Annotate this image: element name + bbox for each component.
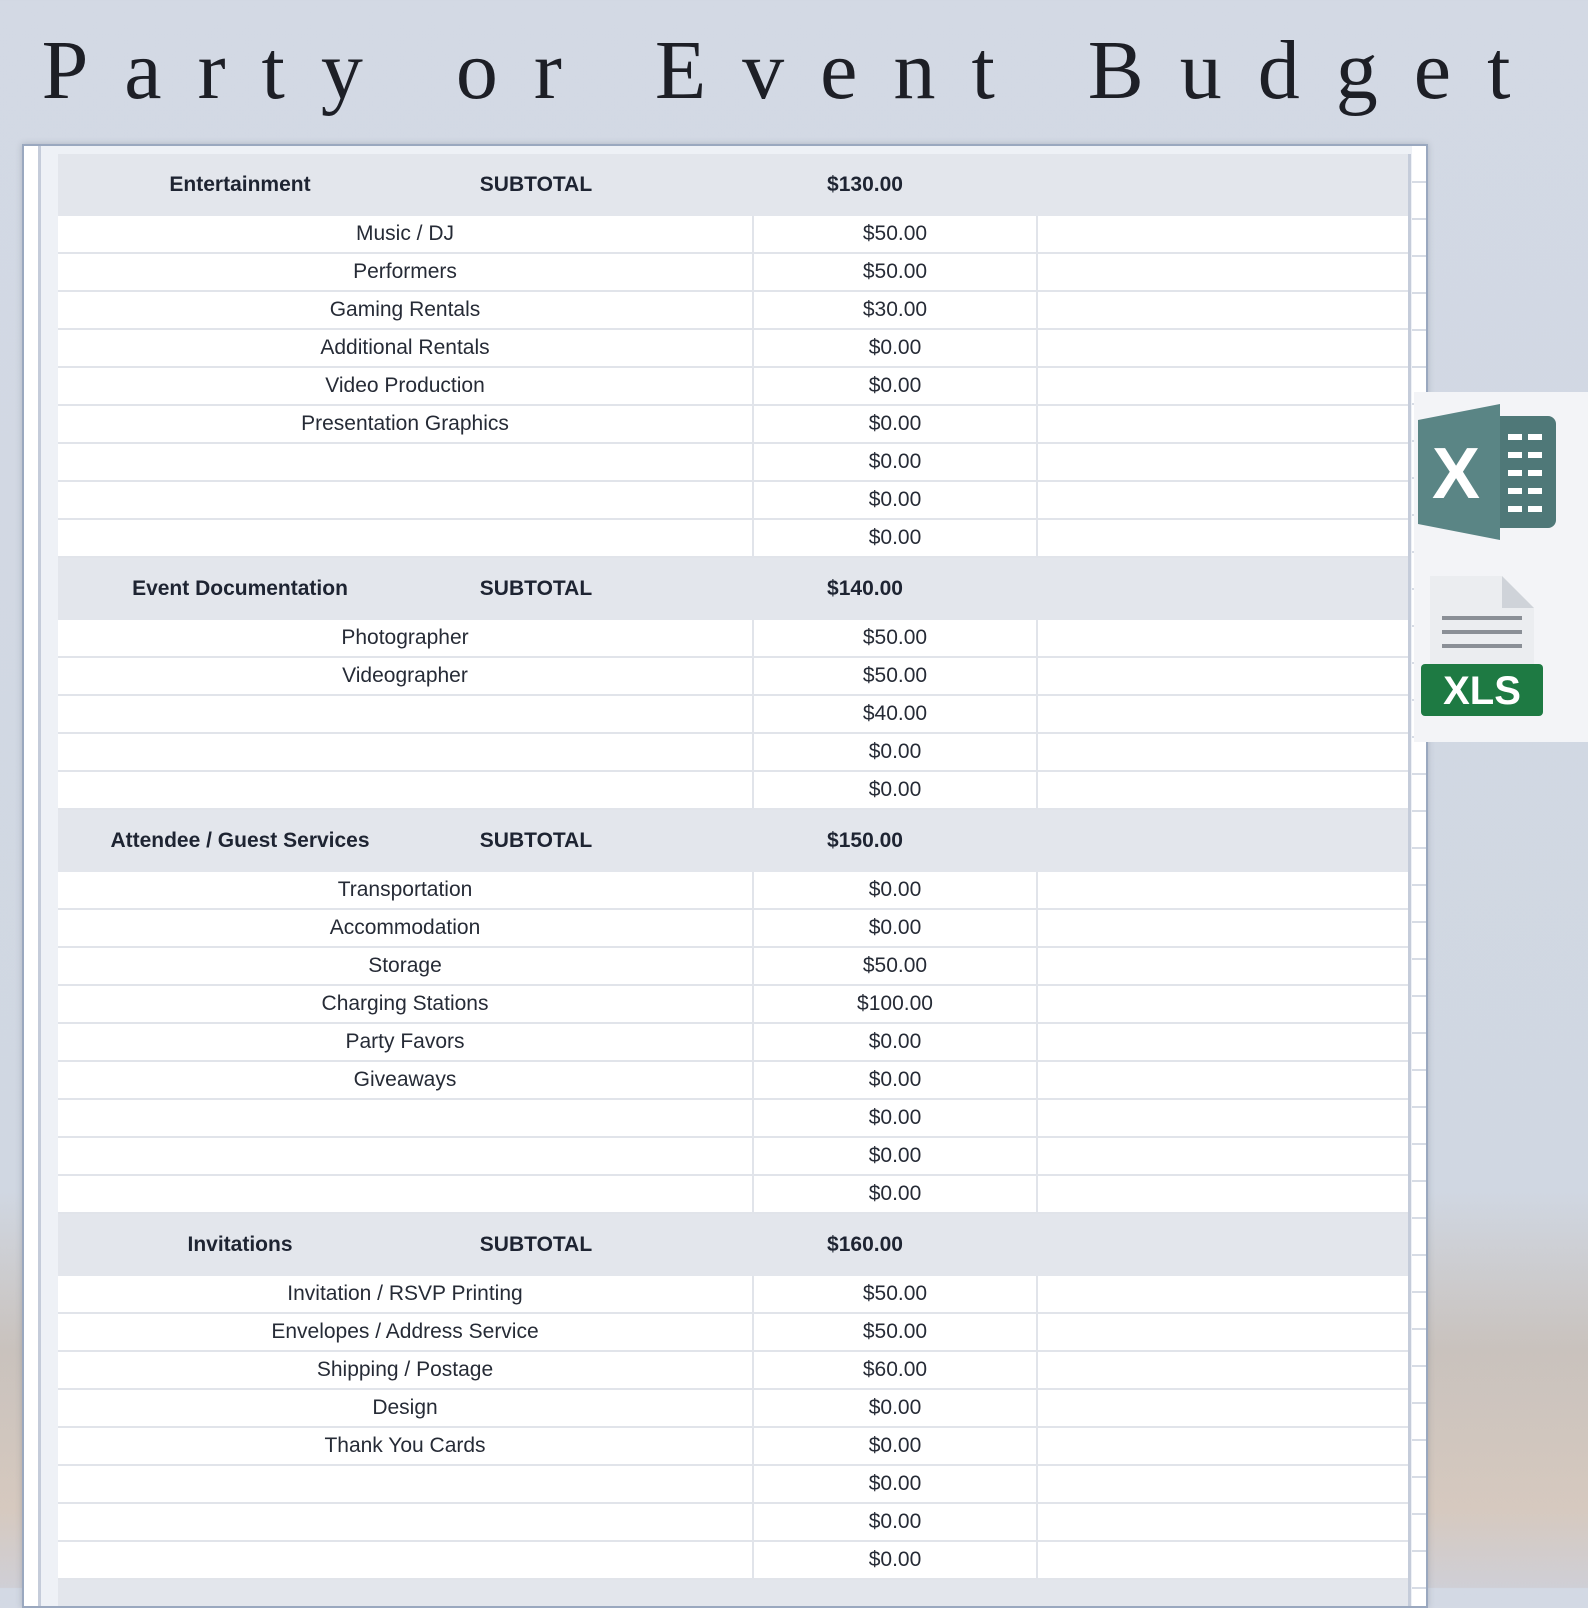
item-cell[interactable]: Giveaways xyxy=(58,1062,754,1098)
amount-cell[interactable]: $50.00 xyxy=(754,658,1038,694)
table-row xyxy=(58,520,1408,558)
section-name: Entertainment xyxy=(169,173,311,196)
item-cell[interactable] xyxy=(58,696,754,732)
item-cell[interactable] xyxy=(58,1504,754,1540)
notes-cell[interactable] xyxy=(1038,1024,1408,1060)
notes-cell[interactable] xyxy=(1038,1542,1408,1578)
item-cell[interactable]: Additional Rentals xyxy=(58,330,754,366)
section-name: Event Documentation xyxy=(132,577,348,600)
notes-cell[interactable] xyxy=(1038,620,1408,656)
item-cell[interactable]: Videographer xyxy=(58,658,754,694)
item-cell[interactable] xyxy=(58,1100,754,1136)
amount-cell[interactable]: $0.00 xyxy=(754,1176,1038,1212)
notes-cell[interactable] xyxy=(1038,1390,1408,1426)
section-name: Attendee / Guest Services xyxy=(110,829,370,852)
notes-cell[interactable] xyxy=(1038,1352,1408,1388)
notes-cell[interactable] xyxy=(1038,986,1408,1022)
notes-cell[interactable] xyxy=(1038,444,1408,480)
amount-cell[interactable]: $0.00 xyxy=(754,482,1038,518)
table-row xyxy=(58,696,1408,734)
item-cell[interactable]: Shipping / Postage xyxy=(58,1352,754,1388)
table-row xyxy=(58,1138,1408,1176)
table-row xyxy=(58,482,1408,520)
amount-cell[interactable]: $50.00 xyxy=(754,948,1038,984)
item-cell[interactable] xyxy=(58,520,754,556)
amount-cell[interactable]: $0.00 xyxy=(754,1504,1038,1540)
amount-cell[interactable]: $50.00 xyxy=(754,1276,1038,1312)
notes-cell[interactable] xyxy=(1038,1466,1408,1502)
amount-cell[interactable]: $0.00 xyxy=(754,1466,1038,1502)
table-row xyxy=(58,872,1408,910)
table-row xyxy=(58,254,1408,292)
table-row xyxy=(58,216,1408,254)
item-cell[interactable] xyxy=(58,734,754,770)
amount-cell[interactable]: $50.00 xyxy=(754,216,1038,252)
table-row xyxy=(58,1428,1408,1466)
table-row xyxy=(58,406,1408,444)
amount-cell[interactable]: $30.00 xyxy=(754,292,1038,328)
notes-cell[interactable] xyxy=(1038,406,1408,442)
subtotal-label: SUBTOTAL xyxy=(479,577,593,600)
notes-cell[interactable] xyxy=(1038,1276,1408,1312)
table-row xyxy=(58,1352,1408,1390)
amount-cell[interactable]: $0.00 xyxy=(754,406,1038,442)
item-cell[interactable]: Performers xyxy=(58,254,754,290)
table-row xyxy=(58,444,1408,482)
table-row xyxy=(58,1176,1408,1214)
notes-cell[interactable] xyxy=(1038,772,1408,808)
amount-cell[interactable]: $0.00 xyxy=(754,1138,1038,1174)
notes-cell[interactable] xyxy=(1038,1176,1408,1212)
table-row xyxy=(58,292,1408,330)
notes-cell[interactable] xyxy=(1038,520,1408,556)
amount-cell[interactable]: $0.00 xyxy=(754,1428,1038,1464)
item-cell[interactable]: Gaming Rentals xyxy=(58,292,754,328)
amount-cell[interactable]: $0.00 xyxy=(754,330,1038,366)
item-cell[interactable] xyxy=(58,482,754,518)
amount-cell[interactable]: $0.00 xyxy=(754,772,1038,808)
spreadsheet-frame xyxy=(22,144,1428,1608)
notes-cell[interactable] xyxy=(1038,734,1408,770)
table-row xyxy=(58,1314,1408,1352)
item-cell[interactable] xyxy=(58,1466,754,1502)
table-row xyxy=(58,658,1408,696)
notes-cell[interactable] xyxy=(1038,1138,1408,1174)
table-row xyxy=(58,986,1408,1024)
table-row xyxy=(58,1276,1408,1314)
item-cell[interactable] xyxy=(58,1542,754,1578)
table-row xyxy=(58,620,1408,658)
item-cell[interactable]: Invitation / RSVP Printing xyxy=(58,1276,754,1312)
amount-cell[interactable]: $0.00 xyxy=(754,520,1038,556)
sheet-left-edge xyxy=(24,146,41,1606)
table-row xyxy=(58,1062,1408,1100)
subtotal-label: SUBTOTAL xyxy=(479,173,593,196)
notes-cell[interactable] xyxy=(1038,658,1408,694)
notes-cell[interactable] xyxy=(1038,216,1408,252)
excel-icon xyxy=(1418,404,1558,549)
amount-cell[interactable]: $100.00 xyxy=(754,986,1038,1022)
amount-cell[interactable]: $50.00 xyxy=(754,620,1038,656)
page-title: Party or Event Budget xyxy=(41,24,1547,117)
section-header xyxy=(58,154,1408,216)
xls-label: XLS xyxy=(1443,669,1521,713)
table-row xyxy=(58,1024,1408,1062)
table-row xyxy=(58,368,1408,406)
item-cell[interactable]: Storage xyxy=(58,948,754,984)
item-cell[interactable]: Video Production xyxy=(58,368,754,404)
notes-cell[interactable] xyxy=(1038,872,1408,908)
excel-letter: X xyxy=(1431,434,1481,514)
section-subtotal[interactable]: $150.00 xyxy=(827,829,903,852)
notes-cell[interactable] xyxy=(1038,1062,1408,1098)
item-cell[interactable]: Envelopes / Address Service xyxy=(58,1314,754,1350)
item-cell[interactable]: Party Favors xyxy=(58,1024,754,1060)
amount-cell[interactable]: $50.00 xyxy=(754,254,1038,290)
item-cell[interactable]: Design xyxy=(58,1390,754,1426)
section-header xyxy=(58,1214,1408,1276)
section-subtotal[interactable]: $130.00 xyxy=(827,173,903,196)
xls-file-icon xyxy=(1420,574,1546,725)
item-cell[interactable] xyxy=(58,772,754,808)
amount-cell[interactable]: $0.00 xyxy=(754,734,1038,770)
amount-cell[interactable]: $0.00 xyxy=(754,910,1038,946)
item-cell[interactable]: Music / DJ xyxy=(58,216,754,252)
table-row xyxy=(58,1390,1408,1428)
table-row xyxy=(58,1100,1408,1138)
item-cell[interactable]: Thank You Cards xyxy=(58,1428,754,1464)
table-row xyxy=(58,1542,1408,1580)
notes-cell[interactable] xyxy=(1038,482,1408,518)
amount-cell[interactable]: $0.00 xyxy=(754,1100,1038,1136)
item-cell[interactable]: Accommodation xyxy=(58,910,754,946)
table-row xyxy=(58,734,1408,772)
notes-cell[interactable] xyxy=(1038,330,1408,366)
amount-cell[interactable]: $0.00 xyxy=(754,1542,1038,1578)
table-row xyxy=(58,772,1408,810)
item-cell[interactable]: Photographer xyxy=(58,620,754,656)
notes-cell[interactable] xyxy=(1038,1314,1408,1350)
section-header xyxy=(58,810,1408,872)
amount-cell[interactable]: $0.00 xyxy=(754,1062,1038,1098)
table-row xyxy=(58,948,1408,986)
notes-cell[interactable] xyxy=(1038,910,1408,946)
table-row xyxy=(58,910,1408,948)
notes-cell[interactable] xyxy=(1038,368,1408,404)
item-cell[interactable]: Charging Stations xyxy=(58,986,754,1022)
amount-cell[interactable]: $40.00 xyxy=(754,696,1038,732)
item-cell[interactable]: Presentation Graphics xyxy=(58,406,754,442)
notes-cell[interactable] xyxy=(1038,254,1408,290)
section-subtotal[interactable]: $140.00 xyxy=(827,577,903,600)
amount-cell[interactable]: $0.00 xyxy=(754,1024,1038,1060)
notes-cell[interactable] xyxy=(1038,1504,1408,1540)
item-cell[interactable]: Transportation xyxy=(58,872,754,908)
notes-cell[interactable] xyxy=(1038,948,1408,984)
table-row xyxy=(58,1466,1408,1504)
item-cell[interactable] xyxy=(58,444,754,480)
section-subtotal[interactable]: $160.00 xyxy=(827,1233,903,1256)
amount-cell[interactable]: $0.00 xyxy=(754,872,1038,908)
table-row xyxy=(58,1504,1408,1542)
amount-cell[interactable]: $0.00 xyxy=(754,1390,1038,1426)
notes-cell[interactable] xyxy=(1038,696,1408,732)
notes-cell[interactable] xyxy=(1038,1428,1408,1464)
item-cell[interactable] xyxy=(58,1176,754,1212)
sheet-right-edge xyxy=(1412,146,1426,1606)
budget-sheet xyxy=(58,154,1411,1608)
next-section-header xyxy=(58,1580,1408,1608)
notes-cell[interactable] xyxy=(1038,1100,1408,1136)
section-name: Invitations xyxy=(187,1233,293,1256)
table-row xyxy=(58,330,1408,368)
section-header xyxy=(58,558,1408,620)
amount-cell[interactable]: $50.00 xyxy=(754,1314,1038,1350)
amount-cell[interactable]: $0.00 xyxy=(754,444,1038,480)
item-cell[interactable] xyxy=(58,1138,754,1174)
subtotal-label: SUBTOTAL xyxy=(479,1233,593,1256)
notes-cell[interactable] xyxy=(1038,292,1408,328)
subtotal-label: SUBTOTAL xyxy=(479,829,593,852)
amount-cell[interactable]: $0.00 xyxy=(754,368,1038,404)
amount-cell[interactable]: $60.00 xyxy=(754,1352,1038,1388)
